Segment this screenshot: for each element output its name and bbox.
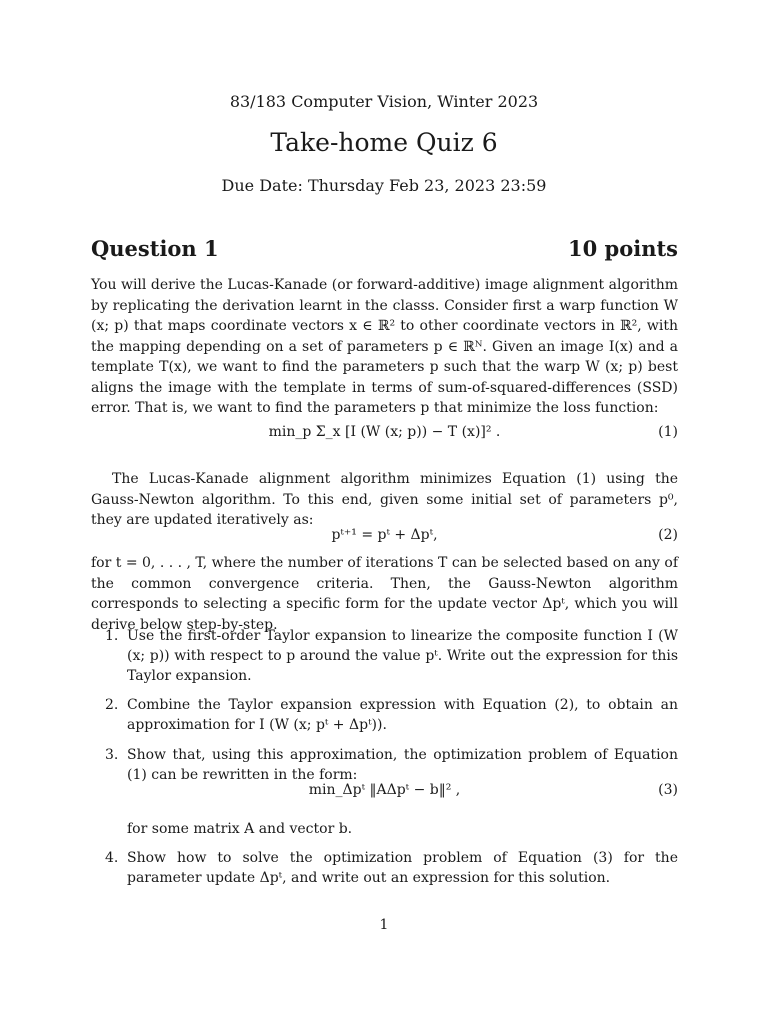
intro-paragraph: You will derive the Lucas-Kanade (or forward-additive) image alignment algorithm by replicating the derivation learnt in the classs. Consider first a warp function W (x; p) that maps coordinate vectors x ∈ ℝ² to other coordinate vectors in ℝ², with the mapping depending on a set of parameters p ∈ ℝᴺ. Given an image I(x) and a template T(x), we want to find the parameters p such that the warp W (x; p) best aligns the image with the template in terms of sum-of-squared-differences (SSD) error. That is, we want to find the parameters p that minimize the loss function: [91, 277, 678, 416]
equation-3-body: min_Δpᵗ ‖AΔpᵗ − b‖² , [308, 782, 461, 798]
item-text-after: for some matrix A and vector b. [127, 821, 353, 837]
item-number: 1. [105, 628, 119, 644]
item-text: Combine the Taylor expansion expression with Equation (2), to obtain an approximation for I (W (x; pᵗ + Δpᵗ)). [127, 697, 678, 733]
question-label: Question 1 [91, 236, 219, 261]
equation-1-body: min_p Σ_x [I (W (x; p)) − T (x)]² . [268, 424, 501, 440]
course-name: 83/183 Computer Vision, Winter 2023 [229, 92, 539, 111]
due-date: Due Date: Thursday Feb 23, 2023 23:59 [221, 176, 547, 195]
item-number: 2. [105, 697, 119, 713]
item-number: 4. [105, 850, 119, 866]
item-text: Show how to solve the optimization problem of Equation (3) for the parameter update Δpᵗ, and write out an expression for this solution. [127, 850, 678, 886]
equation-2 [91, 523, 678, 551]
equation-2-body: pᵗ⁺¹ = pᵗ + Δpᵗ, [331, 527, 438, 543]
question-heading [91, 236, 678, 261]
equation-1 [91, 420, 678, 448]
item-number: 3. [105, 747, 119, 763]
question-points: 10 points [568, 236, 678, 261]
equation-2-number: (2) [658, 527, 678, 543]
equation-3-number: (3) [658, 782, 678, 798]
equation-1-number: (1) [658, 424, 678, 440]
page-number: 1 [379, 917, 389, 933]
item-text: Use the first-order Taylor expansion to linearize the composite function I (W (x; p)) with respect to p around the value pᵗ. Write out the expression for this Taylor expansion. [127, 628, 678, 684]
item-text: Show that, using this approximation, the optimization problem of Equation (1) can be rewritten in the form: [127, 747, 678, 783]
quiz-title: Take-home Quiz 6 [270, 128, 498, 157]
gauss-newton-paragraph: The Lucas-Kanade alignment algorithm minimizes Equation (1) using the Gauss-Newton algorithm. To this end, given some initial set of parameters p⁰, they are updated iteratively as: [91, 471, 678, 528]
iteration-paragraph: for t = 0, . . . , T, where the number of iterations T can be selected based on any of the common convergence criteria. Then, the Gauss-Newton algorithm corresponds to selecting a specific form for the update vector Δpᵗ, which you will derive below step-by-step. [91, 555, 679, 633]
equation-3 [91, 778, 678, 806]
